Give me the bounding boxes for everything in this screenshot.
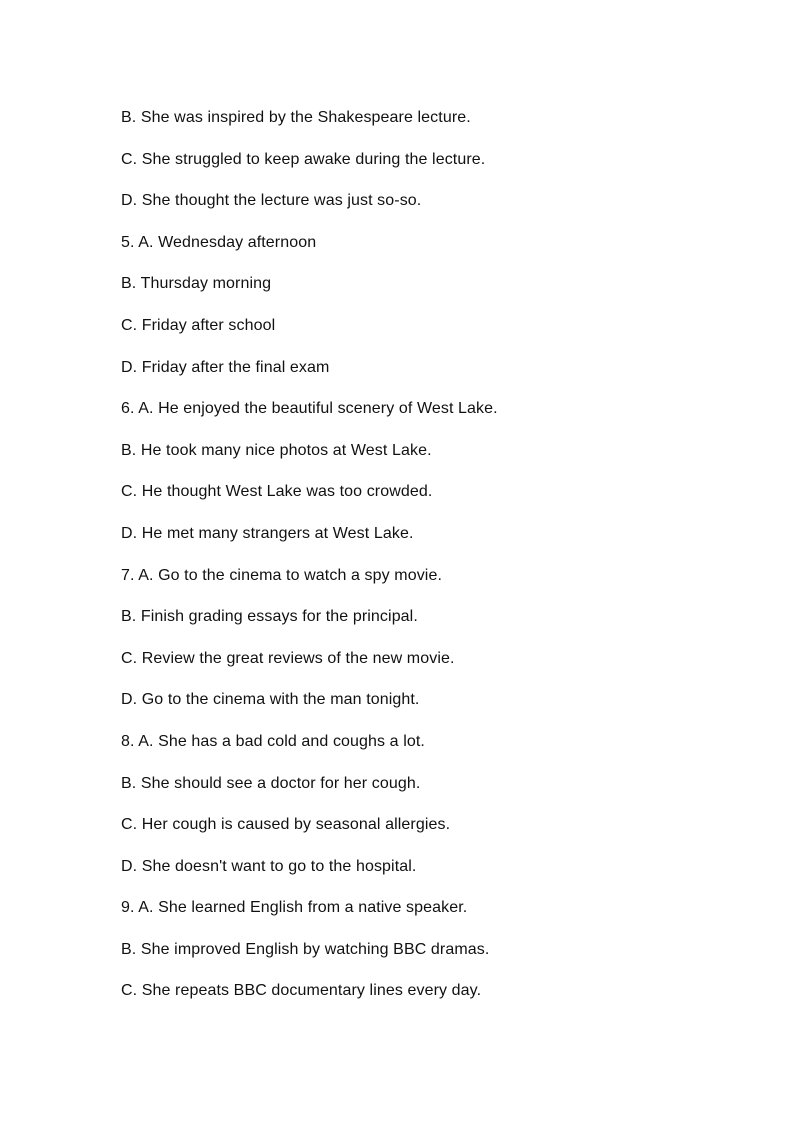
option-6a: 6. A. He enjoyed the beautiful scenery of West Lake. bbox=[121, 400, 498, 418]
option-9a: 9. A. She learned English from a native speaker. bbox=[121, 899, 468, 917]
option-6b: B. He took many nice photos at West Lake. bbox=[121, 441, 432, 459]
option-7d: D. Go to the cinema with the man tonight. bbox=[121, 691, 420, 709]
answer-options-list bbox=[121, 105, 741, 1020]
option-5a: 5. A. Wednesday afternoon bbox=[121, 233, 317, 251]
option-7b: B. Finish grading essays for the principal. bbox=[121, 608, 418, 626]
option-5d: D. Friday after the final exam bbox=[121, 358, 330, 376]
option-8d: D. She doesn't want to go to the hospital. bbox=[121, 857, 417, 875]
option-4c: C. She struggled to keep awake during the lecture. bbox=[121, 150, 486, 168]
option-7c: C. Review the great reviews of the new movie. bbox=[121, 649, 455, 667]
option-5c: C. Friday after school bbox=[121, 316, 276, 334]
option-6d: D. He met many strangers at West Lake. bbox=[121, 524, 414, 542]
option-4b: B. She was inspired by the Shakespeare lecture. bbox=[121, 109, 471, 126]
option-9b: B. She improved English by watching BBC dramas. bbox=[121, 940, 490, 958]
option-8b: B. She should see a doctor for her cough. bbox=[121, 774, 421, 792]
option-6c: C. He thought West Lake was too crowded. bbox=[121, 483, 433, 501]
option-8a: 8. A. She has a bad cold and coughs a lot. bbox=[121, 732, 425, 750]
option-8c: C. Her cough is caused by seasonal allergies. bbox=[121, 816, 451, 834]
option-4d: D. She thought the lecture was just so-so. bbox=[121, 192, 422, 210]
option-7a: 7. A. Go to the cinema to watch a spy movie. bbox=[121, 566, 443, 584]
option-5b: B. Thursday morning bbox=[121, 275, 272, 293]
option-9c: C. She repeats BBC documentary lines every day. bbox=[121, 982, 482, 1000]
